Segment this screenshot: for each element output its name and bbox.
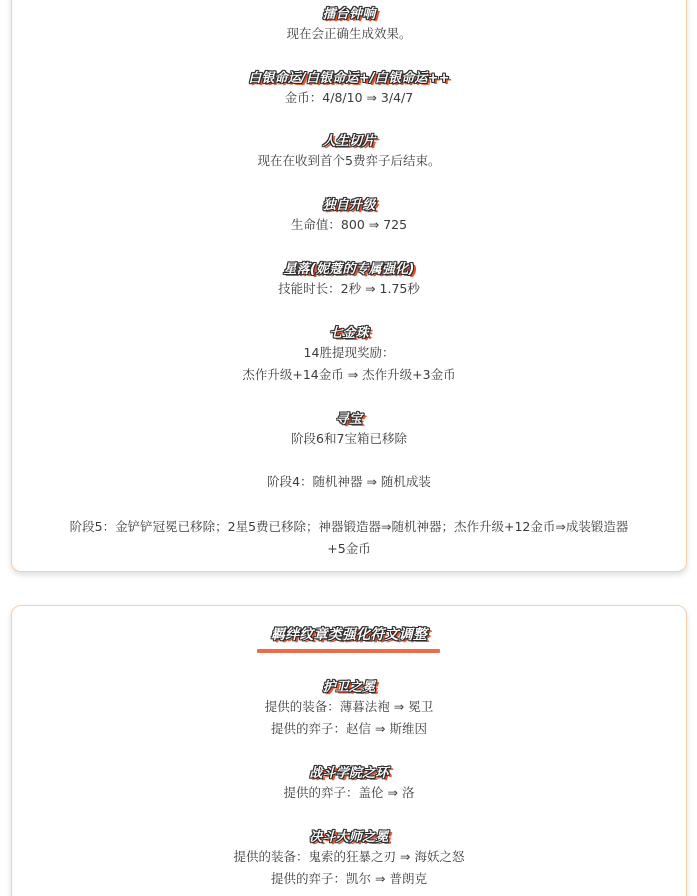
augment-title: 星落(妮蔻的专属强化) — [283, 262, 415, 277]
augment-entry — [12, 676, 686, 740]
augment-detail: 提供的弈子：赵信 ⇒ 斯维因 — [271, 721, 427, 736]
augment-detail: 阶段6和7宝箱已移除 — [291, 431, 407, 446]
augment-detail: 技能时长：2秒 ⇒ 1.75秒 — [278, 281, 420, 296]
augment-detail: 提供的装备：薄暮法袍 ⇒ 冕卫 — [264, 699, 434, 714]
augment-detail: 提供的弈子：盖伦 ⇒ 洛 — [283, 785, 415, 800]
augment-entry — [12, 322, 686, 386]
augment-detail-row — [12, 471, 686, 493]
augment-entry — [12, 762, 686, 804]
augment-entry — [12, 258, 686, 300]
augment-title: 护卫之冕 — [322, 680, 376, 695]
augment-detail: 阶段5：金铲铲冠冕已移除；2星5费已移除；神器锻造器⇒随机神器；杰作升级+12金币⇒成装锻造器 — [69, 519, 629, 534]
augment-detail: 现在会正确生成效果。 — [286, 26, 412, 41]
augment-title: 战斗学院之环 — [309, 766, 389, 781]
section-title-underline — [257, 649, 440, 653]
augment-detail: 现在在收到首个5费弈子后结束。 — [257, 153, 441, 168]
augment-detail: +5金币 — [327, 541, 371, 556]
augment-entry — [12, 408, 686, 450]
augment-entry — [12, 826, 686, 890]
augment-detail: 金币：4/8/10 ⇒ 3/4/7 — [284, 90, 414, 105]
augment-changes-card — [11, 0, 687, 572]
section-title-text: 羁绊纹章类强化符文调整 — [270, 627, 428, 643]
augment-title: 白银命运/白银命运+/白银命运++ — [248, 71, 450, 86]
augment-detail: 生命值：800 ⇒ 725 — [290, 217, 408, 232]
augment-entry — [12, 3, 686, 45]
augment-entry — [12, 130, 686, 172]
augment-title: 寻宝 — [335, 412, 363, 427]
augment-entry — [12, 194, 686, 236]
augment-title: 人生切片 — [322, 134, 376, 149]
augment-detail: 14胜提现奖励： — [303, 345, 395, 360]
augment-detail-row — [12, 516, 686, 560]
augment-detail: 提供的装备：鬼索的狂暴之刃 ⇒ 海妖之怒 — [233, 849, 465, 864]
augment-entry — [12, 67, 686, 109]
augment-title: 七金珠 — [329, 326, 369, 341]
augment-title: 擂台钟响 — [322, 7, 376, 22]
augment-title: 决斗大师之冕 — [309, 830, 389, 845]
augment-detail: 提供的弈子：凯尔 ⇒ 普朗克 — [271, 871, 427, 886]
augment-title: 独自升级 — [322, 198, 376, 213]
section-title — [12, 624, 686, 644]
augment-detail: 阶段4：随机神器 ⇒ 随机成装 — [267, 474, 431, 489]
augment-detail: 杰作升级+14金币 ⇒ 杰作升级+3金币 — [242, 367, 456, 382]
emblem-augment-card — [11, 605, 687, 896]
